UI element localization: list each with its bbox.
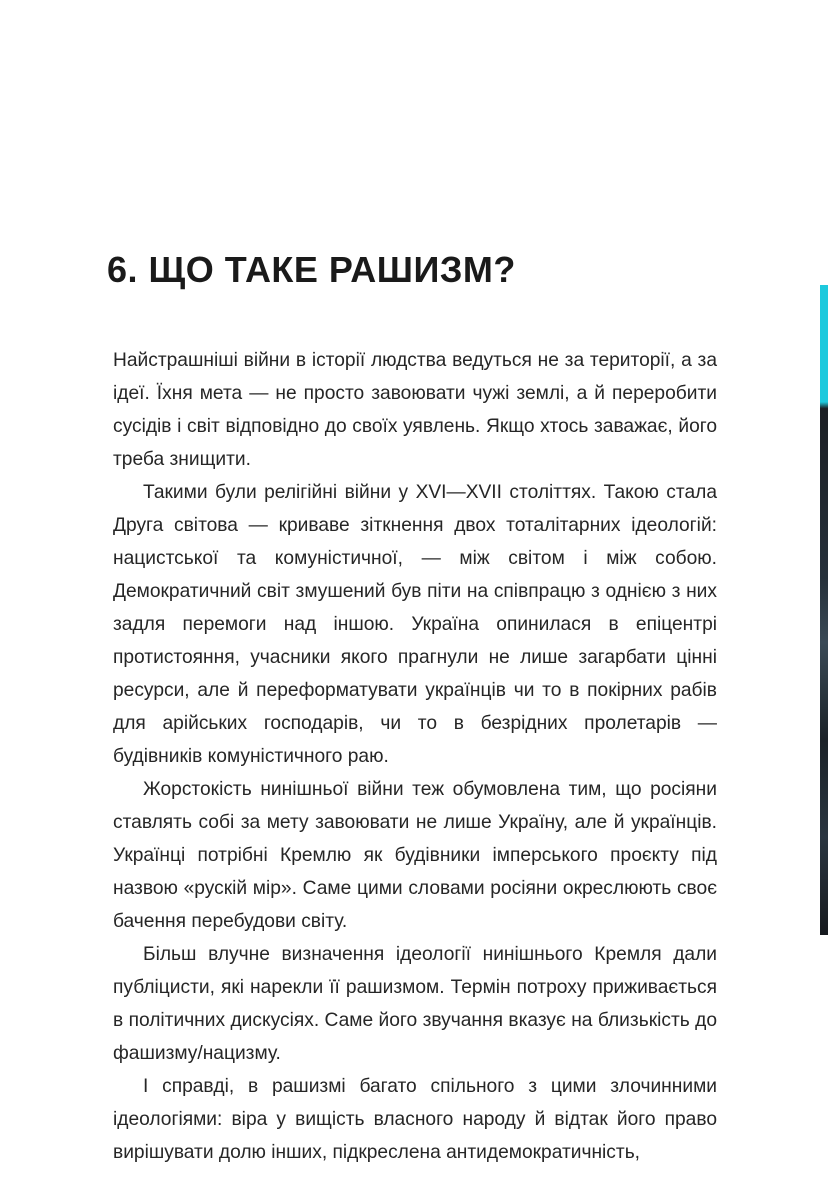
chapter-title: 6. ЩО ТАКЕ РАШИЗМ? [107, 249, 516, 290]
page-edge-image-strip [820, 285, 828, 935]
paragraph-3: Жорстокість нинішньої війни теж обумовлена тим, що росіяни ставлять собі за мету завоювати не лише Україну, але й українців. Українці потрібні Кремлю як будівники імперського проєкту під назвою «рускій мір». Саме цими словами росіяни окреслюють своє бачення перебудови світу. [113, 779, 717, 932]
paragraph-4: Більш влучне визначення ідеології нинішнього Кремля дали публіцисти, які нарекли її рашизмом. Термін потроху приживається в політичних дискусіях. Саме його звучання вказує на близькість до фашизму/нацизму. [113, 944, 717, 1064]
paragraph-2: Такими були релігійні війни у XVI—XVII століттях. Такою стала Друга світова — криваве зіткнення двох тоталітарних ідеологій: нацистської та комуністичної, — між світом і між собою. Демократичний світ змушений був піти на співпрацю з однією з них задля перемоги над іншою. Україна опинилася в епіцентрі протистояння, учасники якого прагнули не лише загарбати цінні ресурси, але й переформатувати українців чи то в покірних рабів для арійських господарів, чи то в безрідних пролетарів — будівників комуністичного раю. [113, 482, 717, 767]
paragraph-1: Найстрашніші війни в історії людства ведуться не за території, а за ідеї. Їхня мета — не просто завоювати чужі землі, а й переробити сусідів і світ відповідно до своїх уявлень. Якщо хтось заважає, його треба знищити. [113, 350, 717, 470]
body-text [113, 344, 717, 1169]
paragraph-5: І справді, в рашизмі багато спільного з цими злочинними ідеологіями: віра у вищість власного народу й відтак його право вирішувати долю інших, підкреслена антидемократичність, [113, 1076, 717, 1163]
